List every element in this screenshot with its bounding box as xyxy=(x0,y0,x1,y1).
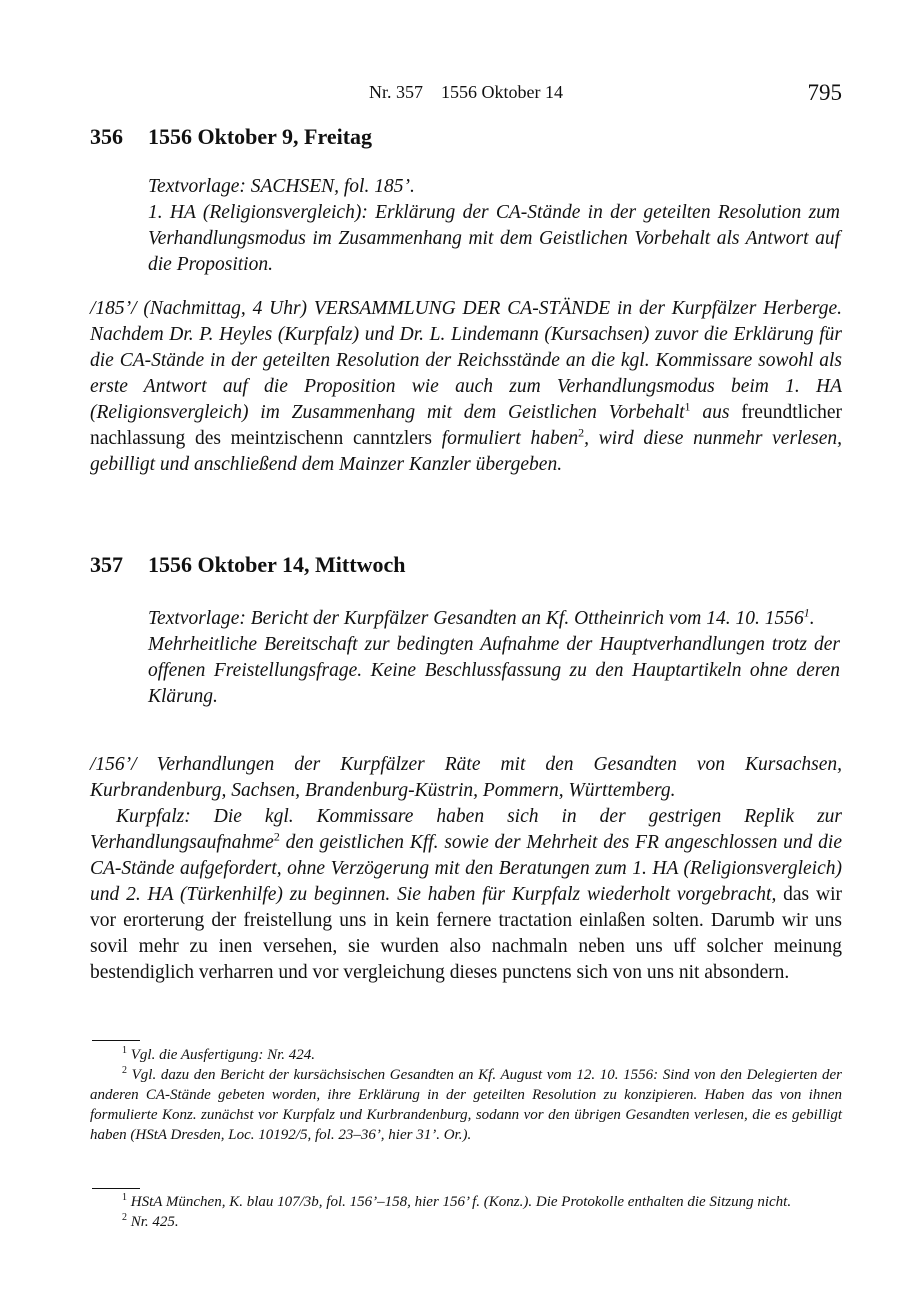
entry-357-footnotes xyxy=(90,1192,842,1232)
running-head xyxy=(90,80,842,106)
document-page xyxy=(90,0,842,1300)
editorial-text: Kurpfalz: Die kgl. Kommissare haben sich in der gestrigen Replik zur Verhandlungsaufnahme xyxy=(90,806,842,853)
footnote xyxy=(90,1045,842,1065)
entry-356-source-block xyxy=(148,174,840,278)
footnote-text: Nr. 425. xyxy=(130,1214,179,1230)
footnote xyxy=(90,1192,842,1212)
page-number: 795 xyxy=(807,80,842,105)
quotation-text: das wir vor erorterung der freistellung uns in kein fernere tractation einlaßen solten. Darumb wir uns sovil mehr zu inen versehen, sie wurden also nachmaln neben uns uff solcher meinung bestendiglich verharren und vor vergleichung dieses punctens sich von uns nit absondern. xyxy=(90,884,842,983)
entry-357-summary: Mehrheitliche Bereitschaft zur bedingten Aufnahme der Hauptverhandlungen trotz der offenen Freistellungsfrage. Keine Beschlussfassung zu den Hauptartikeln ohne deren Klärung. xyxy=(148,634,840,707)
footnote-ref: 2 xyxy=(578,425,585,440)
entry-357-heading xyxy=(90,552,405,578)
footnote-mark: 2 xyxy=(122,1212,127,1223)
footnote-text: Vgl. die Ausfertigung: Nr. 424. xyxy=(130,1047,316,1063)
running-title: Nr. 357 1556 Oktober 14 xyxy=(369,82,563,102)
entry-356-footnotes xyxy=(90,1045,842,1145)
entry-356-summary: 1. HA (Religionsvergleich): Erklärung der CA-Stände in der geteilten Resolution zum Verhandlungsmodus im Zusammenhang mit dem Geistlichen Vorbehalt als Antwort auf die Proposition. xyxy=(148,202,840,275)
editorial-text: den geistlichen Kff. sowie der Mehrheit des FR angeschlossen und die CA-Stände aufgefordert, ohne Verzögerung mit den Beratungen zum 1. HA (Religionsvergleich) und 2. HA (Türkenhilfe) zu beginnen. Sie haben für Kurpfalz wiederholt vorgebracht, xyxy=(90,832,842,905)
footnote-rule xyxy=(92,1040,140,1041)
footnote-ref: 2 xyxy=(273,829,280,844)
source-end: . xyxy=(809,608,815,629)
quotation-text: freundtlicher nachlassung des meintzischenn canntzlers xyxy=(90,402,842,449)
editorial-text: formuliert haben xyxy=(441,428,579,449)
footnote-text: Vgl. dazu den Bericht der kursächsischen Gesandten an Kf. August vom 12. 10. 1556: Sind von den Delegierten der anderen CA-Stände gebeten worden, ihre Erklärung in der geteilten Resolution zu konzipieren. Haben das von ihnen formulierte Konz. zunächst vor Kurpfalz und Kurbrandenburg, sodann vor den übrigen Gesandten verlesen, die es gebilligt haben (HStA Dresden, Loc. 10192/5, fol. 23–36’, hier 31’. Or.). xyxy=(90,1067,843,1143)
source-text: Textvorlage: Bericht der Kurpfälzer Gesandten an Kf. Ottheinrich vom 14. 10. 1556 xyxy=(148,608,804,629)
entry-357-body xyxy=(90,752,842,986)
footnote-ref: 1 xyxy=(803,605,810,620)
footnote-ref: 1 xyxy=(684,399,691,414)
entry-357-date: 1556 Oktober 14, Mittwoch xyxy=(148,552,406,577)
entry-356-paragraph xyxy=(90,296,842,478)
editorial-text: , wird diese nunmehr verlesen, gebilligt und anschließend dem Mainzer Kanzler übergeben. xyxy=(90,428,842,475)
entry-356-source: Textvorlage: SACHSEN, fol. 185’. xyxy=(148,176,415,197)
entry-356-heading xyxy=(90,124,372,150)
footnote-text: HStA München, K. blau 107/3b, fol. 156’–158, hier 156’ f. (Konz.). Die Protokolle enthalten die Sitzung nicht. xyxy=(130,1194,792,1210)
footnote-mark: 1 xyxy=(122,1192,127,1203)
footnote-mark: 2 xyxy=(122,1065,127,1076)
entry-357-source xyxy=(148,606,840,632)
entry-356-number: 356 xyxy=(90,124,123,149)
entry-357-source-block xyxy=(148,606,840,710)
footnote xyxy=(90,1065,842,1145)
editorial-text: aus xyxy=(690,402,742,423)
entry-357-number: 357 xyxy=(90,552,123,577)
entry-356-body xyxy=(90,296,842,478)
entry-357-paragraph-2 xyxy=(90,804,842,986)
footnote-rule xyxy=(92,1188,140,1189)
editorial-text: /185’/ (Nachmittag, 4 Uhr) VERSAMMLUNG DER CA-STÄNDE in der Kurpfälzer Herberge. Nachdem Dr. P. Heyles (Kurpfalz) und Dr. L. Lindemann (Kursachsen) zuvor die Erklärung für die CA-Stände in der geteilten Resolution der Reichsstände an die kgl. Kommissare sowohl als erste Antwort auf die Proposition wie auch zum Verhandlungsmodus beim 1. HA (Religionsvergleich) im Zusammenhang mit dem Geistlichen Vorbehalt xyxy=(90,298,842,423)
footnote xyxy=(90,1212,842,1232)
entry-356-date: 1556 Oktober 9, Freitag xyxy=(148,124,373,149)
footnote-mark: 1 xyxy=(122,1045,127,1056)
entry-357-paragraph-1: /156’/ Verhandlungen der Kurpfälzer Räte mit den Gesandten von Kursachsen, Kurbrandenburg, Sachsen, Brandenburg-Küstrin, Pommern, Württemberg. xyxy=(90,754,842,801)
